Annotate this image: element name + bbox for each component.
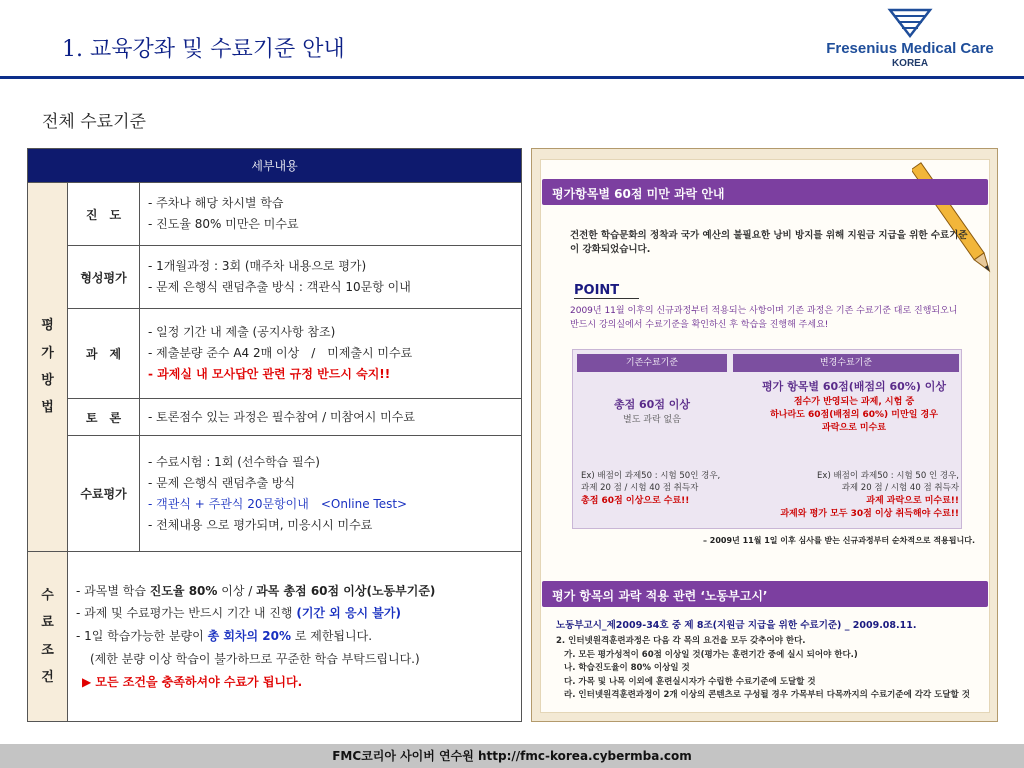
footer-bar: FMC코리아 사이버 연수원 http://fmc-korea.cybermba.com [0, 744, 1024, 768]
compare-new: 평가 항목별 60점(배점의 60%) 이상 점수가 반영되는 과제, 시험 중 하나라도 60점(배점의 60%) 미만일 경우 과락으로 미수료 [762, 380, 946, 433]
side-label-eval: 평 가 방 법 [28, 183, 68, 552]
panel-intro: 건전한 학습문화의 정착과 국가 예산의 불필요한 낭비 방지를 위해 지원금 지급을 위한 수료기준이 강화되었습니다. [570, 230, 968, 256]
logo-name: Fresenius Medical Care [826, 40, 994, 57]
law-title: 노동부고시_제2009-34호 중 제 8조(지원금 지급을 위한 수료기준) _ 2009.08.11. [556, 620, 917, 631]
page-title: 1. 교육강좌 및 수료기준 안내 [62, 37, 345, 62]
cond-line-2: - 과제 및 수료평가는 반드시 기간 내 진행 (기간 외 응시 불가) [76, 606, 401, 621]
law-lines: 2. 인터넷원격훈련과정은 다음 각 목의 요건을 모두 갖추어야 한다. 가. 모든 평가성적이 60점 이상일 것(평가는 훈련기간 중에 실시 되어야 한다.) 나. 학습진도율이 80% 이상일 것 다. 가목 및 나목 이외에 훈련실시자가 수립한 수료기준에 도달할 것 라. 인터넷원격훈련과정이 2개 이상의 콘텐츠로 구성될 경우 가목부터 다목까지의 수료기준에 각각 도달할 것 [556, 636, 970, 701]
example-new: Ex) 배점이 과제50 : 시험 50 인 경우, 과제 20 점 / 시험 40 점 취득자 과제 과락으로 미수료!! 과제와 평가 모두 30점 이상 취득해야 수료!! [780, 471, 959, 519]
cond-line-3: - 1일 학습가능한 분량이 총 회차의 20% 로 제한됩니다. [76, 629, 373, 644]
cond-line-5: ▶ 모든 조건을 충족하셔야 수료가 됩니다. [82, 674, 303, 689]
row-content-discussion: - 토론점수 있는 과정은 필수참여 / 미참여시 미수료 [140, 399, 522, 436]
title-divider [0, 76, 1024, 79]
assignment-warning: - 과제실 내 모사답안 관련 규정 반드시 숙지!! [148, 367, 391, 381]
point-text-2: 반드시 강의실에서 수료기준을 확인하신 후 학습을 진행해 주세요! [570, 320, 829, 330]
row-content-formative: - 1개월과정 : 3회 (매주차 내용으로 평가) - 문제 은행식 랜덤추출 방식 : 객관식 10문항 이내 [140, 246, 522, 309]
example-old: Ex) 배점이 과제50 : 시험 50인 경우, 과제 20 점 / 시험 40 점 취득자 총점 60점 이상으로 수료!! [581, 471, 721, 506]
fresenius-logo [820, 6, 1000, 70]
panel-bar-2: 평가 항목의 과락 적용 관련 ‘노동부고시’ [542, 581, 988, 607]
conditions-content [68, 552, 522, 722]
row-content-progress: - 주차나 해당 차시별 학습 - 진도율 80% 미만은 미수료 [140, 183, 522, 246]
final-online-test: - 객관식 + 주관식 20문항이내 <Online Test> [148, 496, 408, 511]
compare-old: 총점 60점 이상 별도 과락 없음 [613, 398, 691, 425]
cond-line-4: (제한 분량 이상 학습이 불가하므로 꾸준한 학습 부탁드립니다.) [90, 651, 420, 666]
side-label-cond: 수 료 조 건 [28, 552, 68, 722]
row-content-final: - 수료시험 : 1회 (선수학습 필수) - 문제 은행식 랜덤추출 방식 - 객관식 + 주관식 20문항이내 <Online Test> - 전체내용 으로 평가되며, 미응시시 미수료 [140, 436, 522, 552]
point-text-1: 2009년 11월 이후의 신규과정부터 적용되는 사항이며 기존 과정은 기존 수료기준 대로 진행되오니 [570, 306, 958, 316]
row-content-assignment: - 일정 기간 내 제출 (공지사항 참조) - 제출분량 준수 A4 2매 이상 / 미제출시 미수료 - 과제실 내 모사답안 관련 규정 반드시 숙지!! [140, 309, 522, 399]
row-label-discussion: 토 론 [68, 399, 140, 436]
section-subtitle: 전체 수료기준 [42, 112, 146, 132]
table-heading: 세부내용 [28, 149, 522, 183]
criteria-compare-box [572, 349, 962, 529]
cond-line-1: - 과목별 학습 진도율 80% 이상 / 과목 총점 60점 이상(노동부기준) [76, 583, 436, 598]
row-label-assignment: 과 제 [68, 309, 140, 399]
row-label-final: 수료평가 [68, 436, 140, 552]
panel-bar-1: 평가항목별 60점 미만 과락 안내 [542, 179, 988, 205]
criteria-table [27, 148, 522, 722]
compare-head-new: 변경수료기준 [733, 354, 959, 372]
logo-sub: KOREA [891, 58, 929, 69]
row-label-progress: 진 도 [68, 183, 140, 246]
notice-image-panel [531, 148, 998, 722]
row-label-formative: 형성평가 [68, 246, 140, 309]
point-heading: POINT [574, 283, 639, 299]
logo-emblem-icon [820, 6, 1000, 40]
apply-note: – 2009년 11월 1일 이후 심사를 받는 신규과정부터 순차적으로 적용됩니다. [703, 536, 975, 545]
compare-head-old: 기존수료기준 [577, 354, 727, 372]
pencil-icon [912, 153, 1002, 293]
